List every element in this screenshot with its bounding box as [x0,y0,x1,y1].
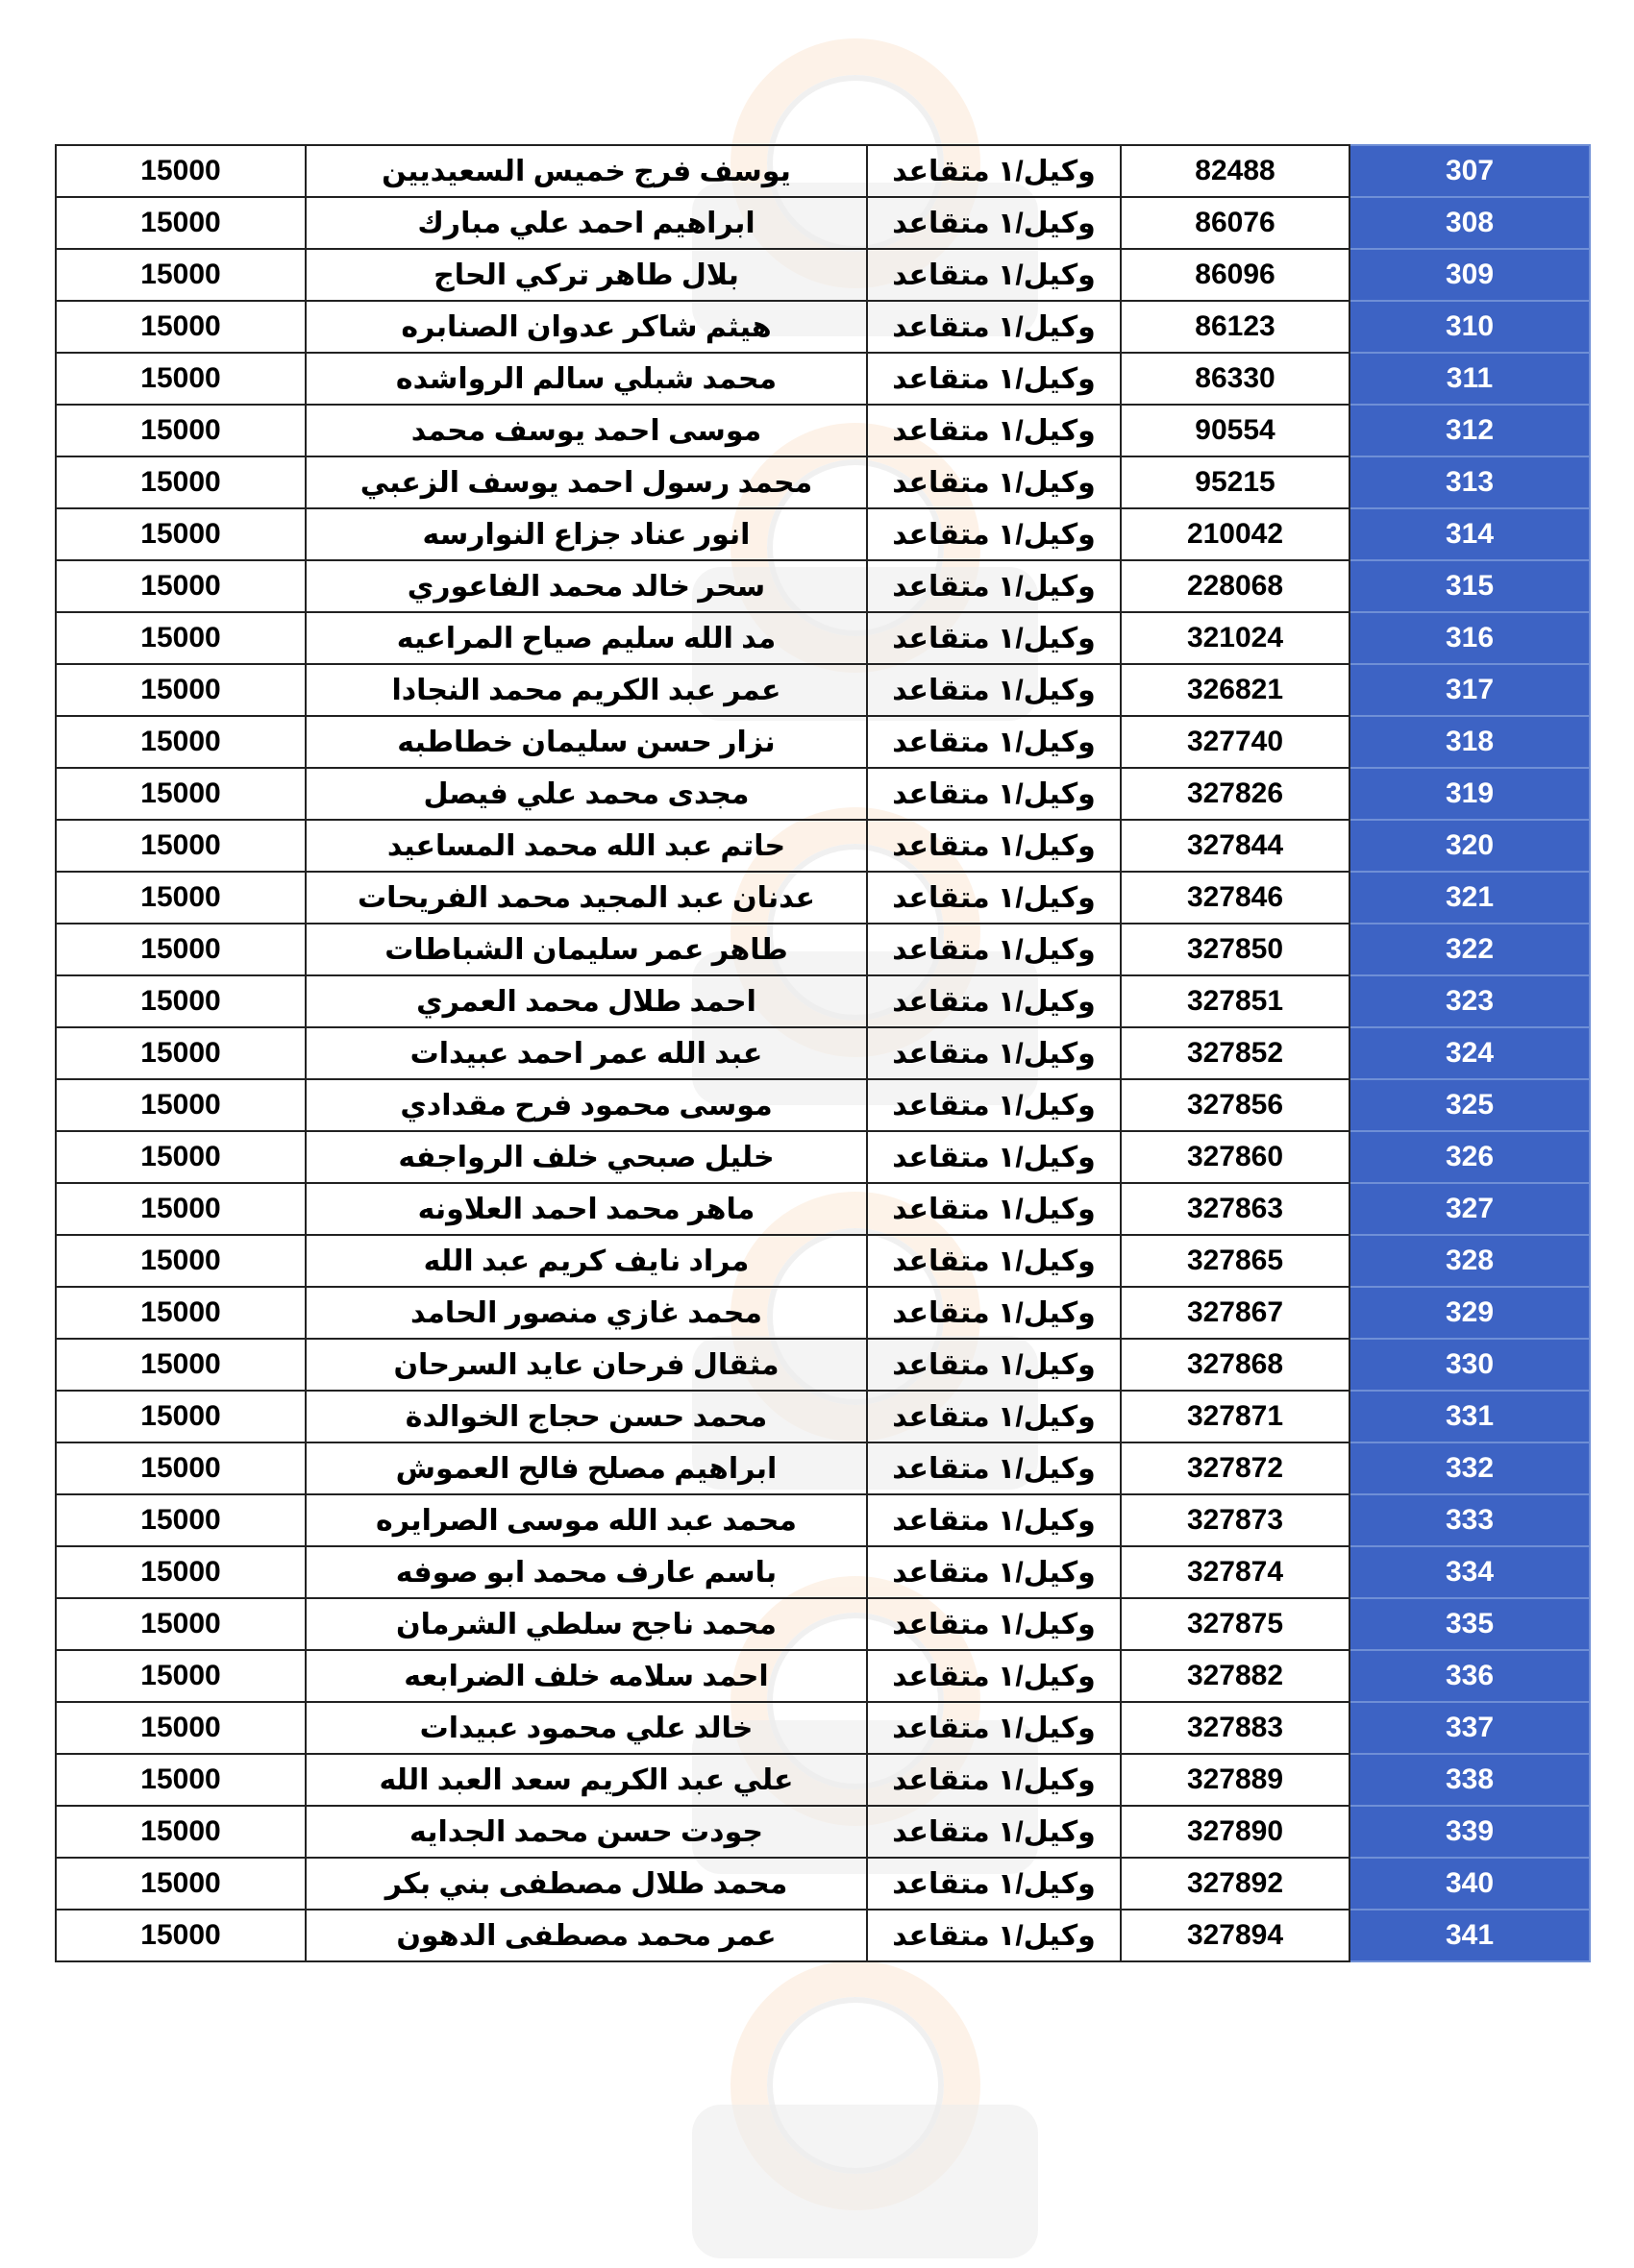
name-cell: مجدى محمد علي فيصل [306,768,867,820]
rank-status-cell: وكيل/١ متقاعد [867,1910,1121,1961]
table-row [56,353,1590,405]
amount-cell: 15000 [56,249,306,301]
id-number-cell: 86123 [1121,301,1349,353]
rank-status-cell: وكيل/١ متقاعد [867,1650,1121,1702]
rank-status-cell: وكيل/١ متقاعد [867,1027,1121,1079]
name-cell: نزار حسن سليمان خطاطبه [306,716,867,768]
table-row [56,456,1590,508]
name-cell: محمد غازي منصور الحامد [306,1287,867,1339]
rank-status-cell: وكيل/١ متقاعد [867,768,1121,820]
id-number-cell: 327892 [1121,1858,1349,1910]
sequence-number-cell: 341 [1349,1910,1590,1961]
rank-status-cell: وكيل/١ متقاعد [867,456,1121,508]
sequence-number-cell: 340 [1349,1858,1590,1910]
id-number-cell: 327867 [1121,1287,1349,1339]
rank-status-cell: وكيل/١ متقاعد [867,1702,1121,1754]
rank-status-cell: وكيل/١ متقاعد [867,872,1121,924]
rank-status-cell: وكيل/١ متقاعد [867,1754,1121,1806]
id-number-cell: 327851 [1121,975,1349,1027]
sequence-number-cell: 329 [1349,1287,1590,1339]
table-row [56,1131,1590,1183]
sequence-number-cell: 336 [1349,1650,1590,1702]
table-row [56,301,1590,353]
sequence-number-cell: 327 [1349,1183,1590,1235]
table-row [56,1442,1590,1494]
amount-cell: 15000 [56,1546,306,1598]
sequence-number-cell: 332 [1349,1442,1590,1494]
amount-cell: 15000 [56,456,306,508]
name-cell: مراد نايف كريم عبد الله [306,1235,867,1287]
table-row [56,1027,1590,1079]
id-number-cell: 86096 [1121,249,1349,301]
id-number-cell: 327846 [1121,872,1349,924]
name-cell: خليل صبحي خلف الرواجفه [306,1131,867,1183]
amount-cell: 15000 [56,1650,306,1702]
table-row [56,1546,1590,1598]
amount-cell: 15000 [56,301,306,353]
id-number-cell: 82488 [1121,145,1349,197]
sequence-number-cell: 316 [1349,612,1590,664]
id-number-cell: 327874 [1121,1546,1349,1598]
id-number-cell: 86330 [1121,353,1349,405]
amount-cell: 15000 [56,1079,306,1131]
table-row [56,1650,1590,1702]
table-row [56,1858,1590,1910]
name-cell: علي عبد الكريم سعد العبد الله [306,1754,867,1806]
sequence-number-cell: 317 [1349,664,1590,716]
rank-status-cell: وكيل/١ متقاعد [867,1494,1121,1546]
rank-status-cell: وكيل/١ متقاعد [867,1183,1121,1235]
id-number-cell: 228068 [1121,560,1349,612]
id-number-cell: 95215 [1121,456,1349,508]
id-number-cell: 327890 [1121,1806,1349,1858]
amount-cell: 15000 [56,1183,306,1235]
id-number-cell: 327856 [1121,1079,1349,1131]
table-row [56,1287,1590,1339]
rank-status-cell: وكيل/١ متقاعد [867,405,1121,456]
table-row [56,1339,1590,1391]
rank-status-cell: وكيل/١ متقاعد [867,1391,1121,1442]
id-number-cell: 327860 [1121,1131,1349,1183]
rank-status-cell: وكيل/١ متقاعد [867,820,1121,872]
amount-cell: 15000 [56,145,306,197]
sequence-number-cell: 334 [1349,1546,1590,1598]
table-row [56,1183,1590,1235]
id-number-cell: 327889 [1121,1754,1349,1806]
name-cell: عمر عبد الكريم محمد النجادا [306,664,867,716]
name-cell: باسم عارف محمد ابو صوفه [306,1546,867,1598]
amount-cell: 15000 [56,820,306,872]
id-number-cell: 86076 [1121,197,1349,249]
amount-cell: 15000 [56,508,306,560]
id-number-cell: 327863 [1121,1183,1349,1235]
id-number-cell: 327852 [1121,1027,1349,1079]
sequence-number-cell: 314 [1349,508,1590,560]
amount-cell: 15000 [56,1702,306,1754]
rank-status-cell: وكيل/١ متقاعد [867,145,1121,197]
id-number-cell: 327850 [1121,924,1349,975]
amount-cell: 15000 [56,1442,306,1494]
name-cell: عبد الله عمر احمد عبيدات [306,1027,867,1079]
rank-status-cell: وكيل/١ متقاعد [867,1339,1121,1391]
amount-cell: 15000 [56,1494,306,1546]
id-number-cell: 327865 [1121,1235,1349,1287]
sequence-number-cell: 323 [1349,975,1590,1027]
amount-cell: 15000 [56,1287,306,1339]
sequence-number-cell: 318 [1349,716,1590,768]
name-cell: محمد عبد الله موسى الصرايره [306,1494,867,1546]
amount-cell: 15000 [56,1598,306,1650]
amount-cell: 15000 [56,1391,306,1442]
name-cell: سحر خالد محمد الفاعوري [306,560,867,612]
table-row [56,145,1590,197]
name-cell: عمر محمد مصطفى الدهون [306,1910,867,1961]
table-row [56,1494,1590,1546]
id-number-cell: 321024 [1121,612,1349,664]
id-number-cell: 327826 [1121,768,1349,820]
table-row [56,664,1590,716]
amount-cell: 15000 [56,924,306,975]
rank-status-cell: وكيل/١ متقاعد [867,1858,1121,1910]
name-cell: محمد شبلي سالم الرواشده [306,353,867,405]
name-cell: مد الله سليم صياح المراعيه [306,612,867,664]
name-cell: محمد رسول احمد يوسف الزعبي [306,456,867,508]
name-cell: طاهر عمر سليمان الشباطات [306,924,867,975]
sequence-number-cell: 322 [1349,924,1590,975]
sequence-number-cell: 335 [1349,1598,1590,1650]
sequence-number-cell: 315 [1349,560,1590,612]
clock-face-icon [767,1997,944,2174]
rank-status-cell: وكيل/١ متقاعد [867,1598,1121,1650]
table-row [56,1806,1590,1858]
table-row [56,975,1590,1027]
name-cell: محمد حسن حجاج الخوالدة [306,1391,867,1442]
rank-status-cell: وكيل/١ متقاعد [867,1131,1121,1183]
name-cell: بلال طاهر تركي الحاج [306,249,867,301]
name-cell: موسى محمود فرح مقدادي [306,1079,867,1131]
sequence-number-cell: 324 [1349,1027,1590,1079]
sequence-number-cell: 330 [1349,1339,1590,1391]
rank-status-cell: وكيل/١ متقاعد [867,508,1121,560]
amount-cell: 15000 [56,1235,306,1287]
id-number-cell: 327894 [1121,1910,1349,1961]
name-cell: انور عناد جزاع النوارسه [306,508,867,560]
amount-cell: 15000 [56,405,306,456]
table-body [56,145,1590,1961]
table-row [56,197,1590,249]
table-row [56,1702,1590,1754]
table-row [56,1391,1590,1442]
rank-status-cell: وكيل/١ متقاعد [867,975,1121,1027]
rank-status-cell: وكيل/١ متقاعد [867,664,1121,716]
amount-cell: 15000 [56,197,306,249]
amount-cell: 15000 [56,1339,306,1391]
amount-cell: 15000 [56,872,306,924]
sequence-number-cell: 325 [1349,1079,1590,1131]
table-row [56,1079,1590,1131]
sequence-number-cell: 326 [1349,1131,1590,1183]
amount-cell: 15000 [56,768,306,820]
id-number-cell: 327868 [1121,1339,1349,1391]
rank-status-cell: وكيل/١ متقاعد [867,1546,1121,1598]
name-cell: ابراهيم مصلح فالح العموش [306,1442,867,1494]
rank-status-cell: وكيل/١ متقاعد [867,1806,1121,1858]
table-row [56,612,1590,664]
amount-cell: 15000 [56,975,306,1027]
rank-status-cell: وكيل/١ متقاعد [867,249,1121,301]
sequence-number-cell: 320 [1349,820,1590,872]
name-cell: ماهر محمد احمد العلاونه [306,1183,867,1235]
sequence-number-cell: 313 [1349,456,1590,508]
name-cell: احمد طلال محمد العمري [306,975,867,1027]
table-row [56,508,1590,560]
id-number-cell: 326821 [1121,664,1349,716]
rank-status-cell: وكيل/١ متقاعد [867,924,1121,975]
table-row [56,249,1590,301]
table-row [56,1754,1590,1806]
amount-cell: 15000 [56,1027,306,1079]
name-cell: احمد سلامه خلف الضرابعه [306,1650,867,1702]
amount-cell: 15000 [56,353,306,405]
table-row [56,768,1590,820]
name-cell: ابراهيم احمد علي مبارك [306,197,867,249]
name-cell: جودت حسن محمد الجدايه [306,1806,867,1858]
rank-status-cell: وكيل/١ متقاعد [867,1442,1121,1494]
id-number-cell: 90554 [1121,405,1349,456]
name-cell: يوسف فرج خميس السعيديين [306,145,867,197]
table-row [56,405,1590,456]
rank-status-cell: وكيل/١ متقاعد [867,716,1121,768]
id-number-cell: 327740 [1121,716,1349,768]
rank-status-cell: وكيل/١ متقاعد [867,197,1121,249]
sequence-number-cell: 337 [1349,1702,1590,1754]
amount-cell: 15000 [56,664,306,716]
table-row [56,560,1590,612]
rank-status-cell: وكيل/١ متقاعد [867,353,1121,405]
name-cell: موسى احمد يوسف محمد [306,405,867,456]
name-cell: محمد ناجح سلطي الشرمان [306,1598,867,1650]
sequence-number-cell: 338 [1349,1754,1590,1806]
name-cell: مثقال فرحان عايد السرحان [306,1339,867,1391]
sequence-number-cell: 331 [1349,1391,1590,1442]
table-row [56,1598,1590,1650]
id-number-cell: 327882 [1121,1650,1349,1702]
id-number-cell: 327883 [1121,1702,1349,1754]
beneficiaries-table [55,144,1591,1962]
name-cell: محمد طلال مصطفى بني بكر [306,1858,867,1910]
name-cell: هيثم شاكر عدوان الصنابره [306,301,867,353]
rank-status-cell: وكيل/١ متقاعد [867,1287,1121,1339]
sequence-number-cell: 307 [1349,145,1590,197]
amount-cell: 15000 [56,1858,306,1910]
rank-status-cell: وكيل/١ متقاعد [867,1235,1121,1287]
table-row [56,716,1590,768]
rank-status-cell: وكيل/١ متقاعد [867,560,1121,612]
sequence-number-cell: 321 [1349,872,1590,924]
rank-status-cell: وكيل/١ متقاعد [867,301,1121,353]
sequence-number-cell: 309 [1349,249,1590,301]
watermark-logo [615,1960,1115,2268]
sequence-number-cell: 319 [1349,768,1590,820]
rank-status-cell: وكيل/١ متقاعد [867,1079,1121,1131]
amount-cell: 15000 [56,1910,306,1961]
table-row [56,872,1590,924]
name-cell: عدنان عبد المجيد محمد الفريحات [306,872,867,924]
id-number-cell: 327844 [1121,820,1349,872]
amount-cell: 15000 [56,560,306,612]
name-cell: حاتم عبد الله محمد المساعيد [306,820,867,872]
table-row [56,1235,1590,1287]
name-cell: خالد علي محمود عبيدات [306,1702,867,1754]
sequence-number-cell: 339 [1349,1806,1590,1858]
amount-cell: 15000 [56,1131,306,1183]
amount-cell: 15000 [56,716,306,768]
amount-cell: 15000 [56,1806,306,1858]
sequence-number-cell: 310 [1349,301,1590,353]
id-number-cell: 327873 [1121,1494,1349,1546]
rank-status-cell: وكيل/١ متقاعد [867,612,1121,664]
sequence-number-cell: 311 [1349,353,1590,405]
id-number-cell: 327875 [1121,1598,1349,1650]
sequence-number-cell: 333 [1349,1494,1590,1546]
sequence-number-cell: 308 [1349,197,1590,249]
id-number-cell: 210042 [1121,508,1349,560]
sequence-number-cell: 328 [1349,1235,1590,1287]
id-number-cell: 327871 [1121,1391,1349,1442]
sequence-number-cell: 312 [1349,405,1590,456]
amount-cell: 15000 [56,1754,306,1806]
amount-cell: 15000 [56,612,306,664]
clock-logo-icon [730,1960,980,2210]
beneficiaries-table-page [55,144,1583,1962]
table-row [56,924,1590,975]
id-number-cell: 327872 [1121,1442,1349,1494]
logo-letters-shape [692,2105,1038,2258]
table-row [56,1910,1590,1961]
table-row [56,820,1590,872]
